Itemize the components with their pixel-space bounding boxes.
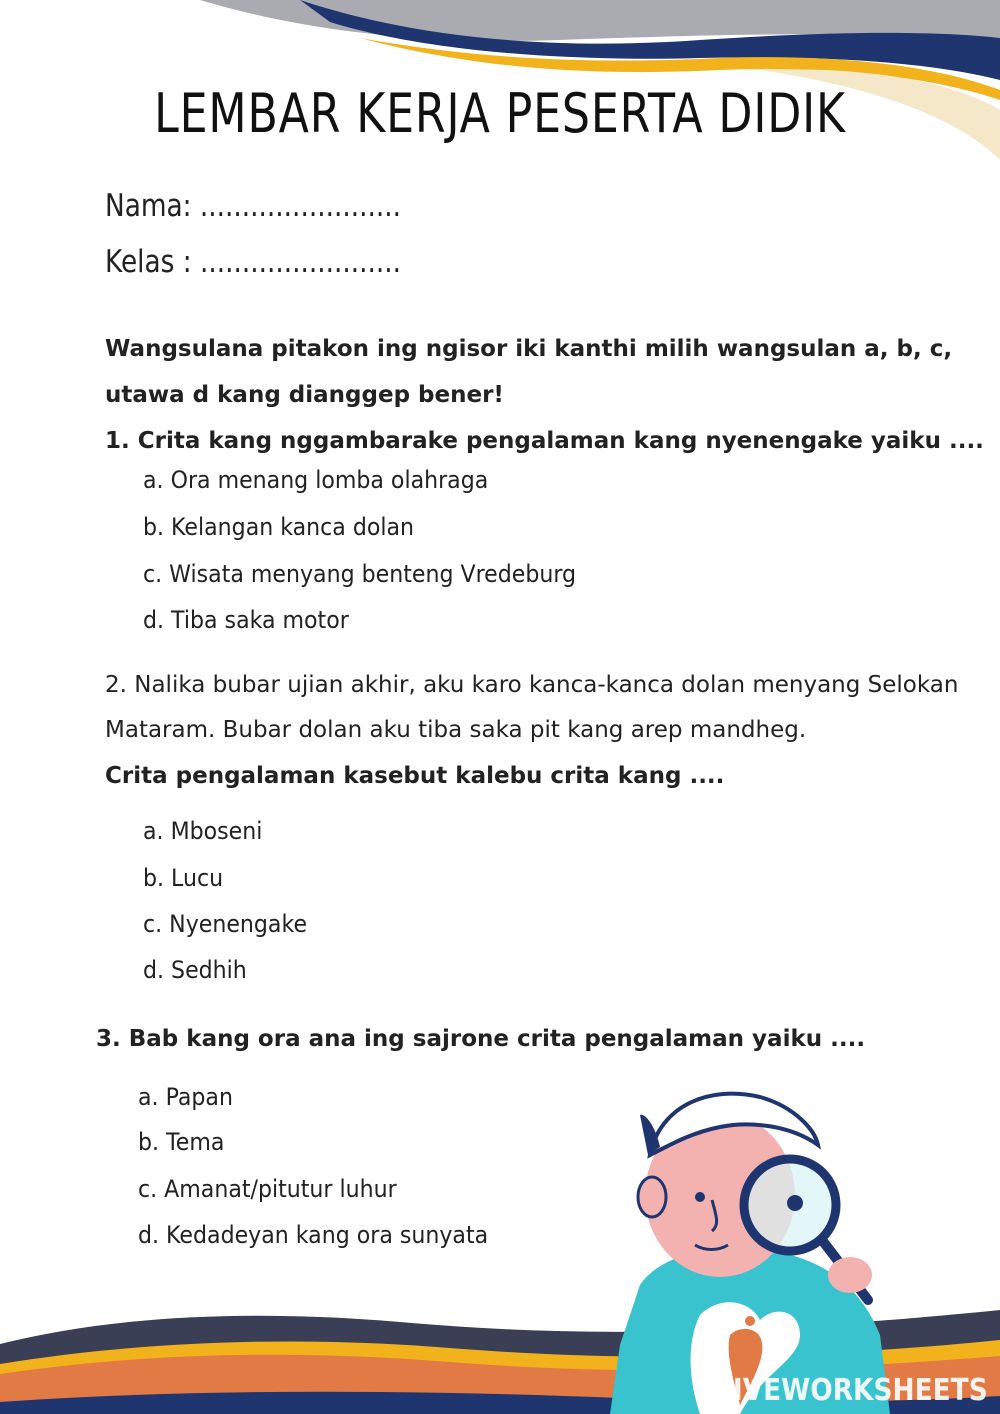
question-3-option-d[interactable]: d. Kedadeyan kang ora sunyata <box>138 1221 489 1249</box>
question-1: 1. Crita kang nggambarake pengalaman kang nyenengake yaiku .... <box>105 428 984 454</box>
question-2-option-c[interactable]: c. Nyenengake <box>143 910 308 938</box>
question-3-option-a[interactable]: a. Papan <box>138 1083 233 1111</box>
question-1-option-a[interactable]: a. Ora menang lomba olahraga <box>143 466 489 494</box>
name-field[interactable]: Nama: ........................ <box>105 188 401 224</box>
question-2: Crita pengalaman kasebut kalebu crita kang .... <box>105 763 725 789</box>
worksheet-title: LEMBAR KERJA PESERTA DIDIK <box>154 82 846 145</box>
question-2-line-1: 2. Nalika bubar ujian akhir, aku karo kanca-kanca dolan menyang Selokan <box>105 672 959 698</box>
class-field[interactable]: Kelas : ........................ <box>105 244 402 280</box>
question-3-option-b[interactable]: b. Tema <box>138 1128 225 1156</box>
instruction-text: Wangsulana pitakon ing ngisor iki kanthi milih wangsulan a, b, c, utawa d kang dianggep bener! <box>105 336 953 408</box>
question-2-option-b[interactable]: b. Lucu <box>143 864 224 892</box>
question-1-option-b[interactable]: b. Kelangan kanca dolan <box>143 513 415 541</box>
watermark-logo: LIVEWORKSHEETS <box>716 1373 988 1408</box>
question-3-option-c[interactable]: c. Amanat/pitutur luhur <box>138 1175 397 1203</box>
question-2-line-2: Mataram. Bubar dolan aku tiba saka pit kang arep mandheg. <box>105 717 807 743</box>
question-3: 3. Bab kang ora ana ing sajrone crita pengalaman yaiku .... <box>96 1026 866 1052</box>
question-1-option-d[interactable]: d. Tiba saka motor <box>143 606 349 634</box>
question-2-option-a[interactable]: a. Mboseni <box>143 817 263 845</box>
question-1-option-c[interactable]: c. Wisata menyang benteng Vredeburg <box>143 560 577 588</box>
boy-magnifier-illustration <box>600 1085 900 1414</box>
question-2-option-d[interactable]: d. Sedhih <box>143 956 247 984</box>
